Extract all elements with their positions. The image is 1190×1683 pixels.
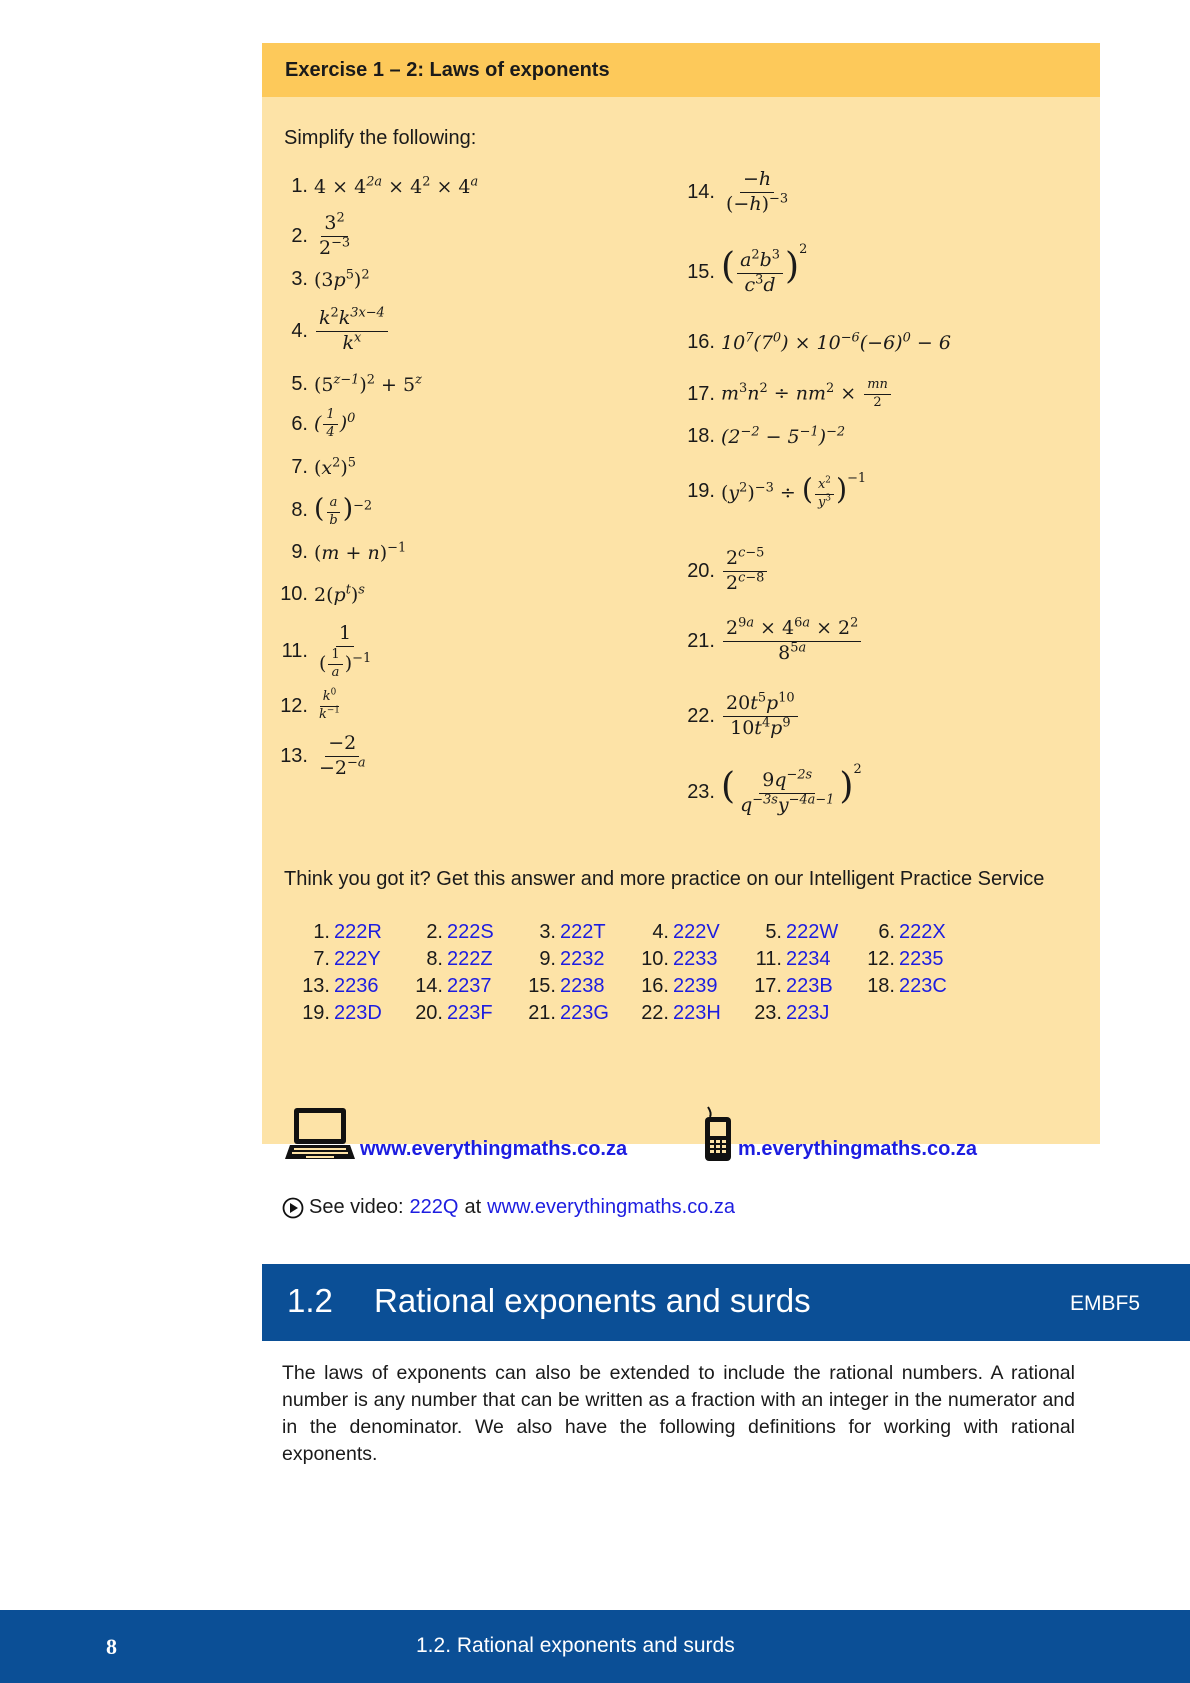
practice-code-link[interactable]: 223D [334,1002,382,1024]
practice-codes: 1. 222R 2. 222S 3. 222T 4. 222V 5. 222W 6. 222X 7. 222Y 8. 222Z 9. 2232 10. 2233 11. 2234 12. 2235 13. 2236 14. 2237 15. 2238 16. 2239 17. 223B 18. 223C 19. 223D 20. 223F 21. 223G 22. 223H 23. 223J [292,921,970,1029]
mobile-site-link[interactable]: m.everythingmaths.co.za [702,1105,977,1163]
practice-code-link[interactable]: 2238 [560,975,605,997]
page-number: 8 [106,1634,117,1659]
practice-code-link[interactable]: 223H [673,1002,721,1024]
practice-code-link[interactable]: 223G [560,1002,609,1024]
section-code: EMBF5 [1069,1292,1140,1315]
question-18: 18. $(2^{-2} - 5^{-1})^{-2}$ [687,424,846,448]
exercise-box [262,43,1100,1160]
practice-code-link[interactable]: 2232 [560,948,605,970]
practice-code-link[interactable]: 2237 [447,975,492,997]
question-10: 10. $2(p^t)^s$ [280,582,365,606]
question-14: 14. $\frac{-h}{(-h)^{-3}}$ [687,168,789,215]
practice-code-link[interactable]: 2234 [786,948,831,970]
practice-code-link[interactable]: 222R [334,921,382,943]
question-2: 2. $\frac{3^2}{2^{-3}}$ [291,210,351,259]
question-23: 23. ( $\frac{9q^{-2s}}{q^{-3s}y^{-4a-1}}$ )$^2$ [687,761,862,816]
question-12: 12. $\frac{k^0}{k^{-1}}$ [280,687,340,722]
section-number: 1.2 [287,1282,333,1319]
see-video: See video: 222Q at www.everythingmaths.co.za [282,1196,741,1219]
practice-code-link[interactable]: 2233 [673,948,718,970]
practice-code-link[interactable]: 2239 [673,975,718,997]
exercise-title: Exercise 1 – 2: Laws of exponents [262,43,1100,97]
practice-code-link[interactable]: 222Y [334,948,381,970]
question-19: 19. $(y^2)^{-3}$ ÷ ( $\frac{x^2}{y^3}$ )$^{-1}$ [687,470,867,510]
practice-code-link[interactable]: 2236 [334,975,379,997]
desktop-site-link[interactable]: www.everythingmaths.co.za [284,1105,627,1163]
question-5: 5. $(5^{z-1})^2 + 5^z$ [291,372,422,396]
practice-code-link[interactable]: 222X [899,921,946,943]
exercise-instruction: Simplify the following: [284,127,477,149]
question-11: 11. 1 ( $\frac{1}{a}$ )$^{-1}$ [281,622,372,680]
practice-code-link[interactable]: 223B [786,975,833,997]
video-url-link[interactable]: www.everythingmaths.co.za [487,1196,736,1218]
footer-title: 1.2. Rational exponents and surds [416,1634,735,1657]
question-8: 8. ( $\frac{a}{b}$ )$^{-2}$ [291,493,373,528]
question-15: 15. ( $\frac{a^2b^3}{c^3d}$ )$^2$ [687,241,808,296]
question-13: 13. $\frac{-2}{-2^{-a}}$ [280,732,366,779]
question-22: 22. $\frac{20t^5p^{10}}{10t^4p^9}$ [679,693,800,740]
practice-code-link[interactable]: 223C [899,975,947,997]
practice-prompt: Think you got it? Get this answer and more practice on our Intelligent Practice Service [284,868,1045,890]
play-icon [282,1197,304,1219]
question-20: 20. $\frac{2^{c-5}}{2^{c-8}}$ [679,548,769,595]
practice-code-link[interactable]: 222T [560,921,606,943]
question-21: 21. $\frac{2^{9a} \times 4^{6a} \times 2^2}{8^{5a}}$ [679,618,863,665]
practice-code-link[interactable]: 222W [786,921,839,943]
question-16: 16. $10^7(7^0) \times 10^{-6}(-6)^0 - 6$ [687,330,951,354]
practice-code-link[interactable]: 222S [447,921,494,943]
question-1: 1. $4 \times 4^{2a} \times 4^2 \times 4^a$ [291,174,479,198]
laptop-icon [284,1105,356,1163]
practice-code-link[interactable]: 2235 [899,948,944,970]
page-footer [0,1610,1190,1683]
question-17: 17. $m^3n^2 \div nm^2$ × $\frac{mn}{2}$ [679,378,893,411]
question-9: 9. $(m + n)^{-1}$ [291,540,407,564]
mobile-phone-icon [702,1105,734,1163]
practice-code-link[interactable]: 223F [447,1002,493,1024]
practice-code-link[interactable]: 223J [786,1002,830,1024]
video-code-link[interactable]: 222Q [409,1196,459,1218]
question-3: 3. $(3p^5)^2$ [291,267,370,291]
section-title: Rational exponents and surds [374,1282,811,1319]
practice-code-link[interactable]: 222V [673,921,720,943]
practice-code-link[interactable]: 222Z [447,948,493,970]
question-4: 4. $\frac{k^2k^{3x-4}}{k^x}$ [272,308,390,355]
section-paragraph: The laws of exponents can also be extended to include the rational numbers. A rational number is any number that can be written as a fraction with an integer in the numerator and in the denominator. We also have the following definitions for working with rational exponents. [282,1362,1075,1465]
question-6: 6. ( $\frac{1}{4}$ )$^0$ [291,407,356,440]
question-7: 7. $(x^2)^5$ [291,455,356,479]
section-header [262,1264,1190,1341]
